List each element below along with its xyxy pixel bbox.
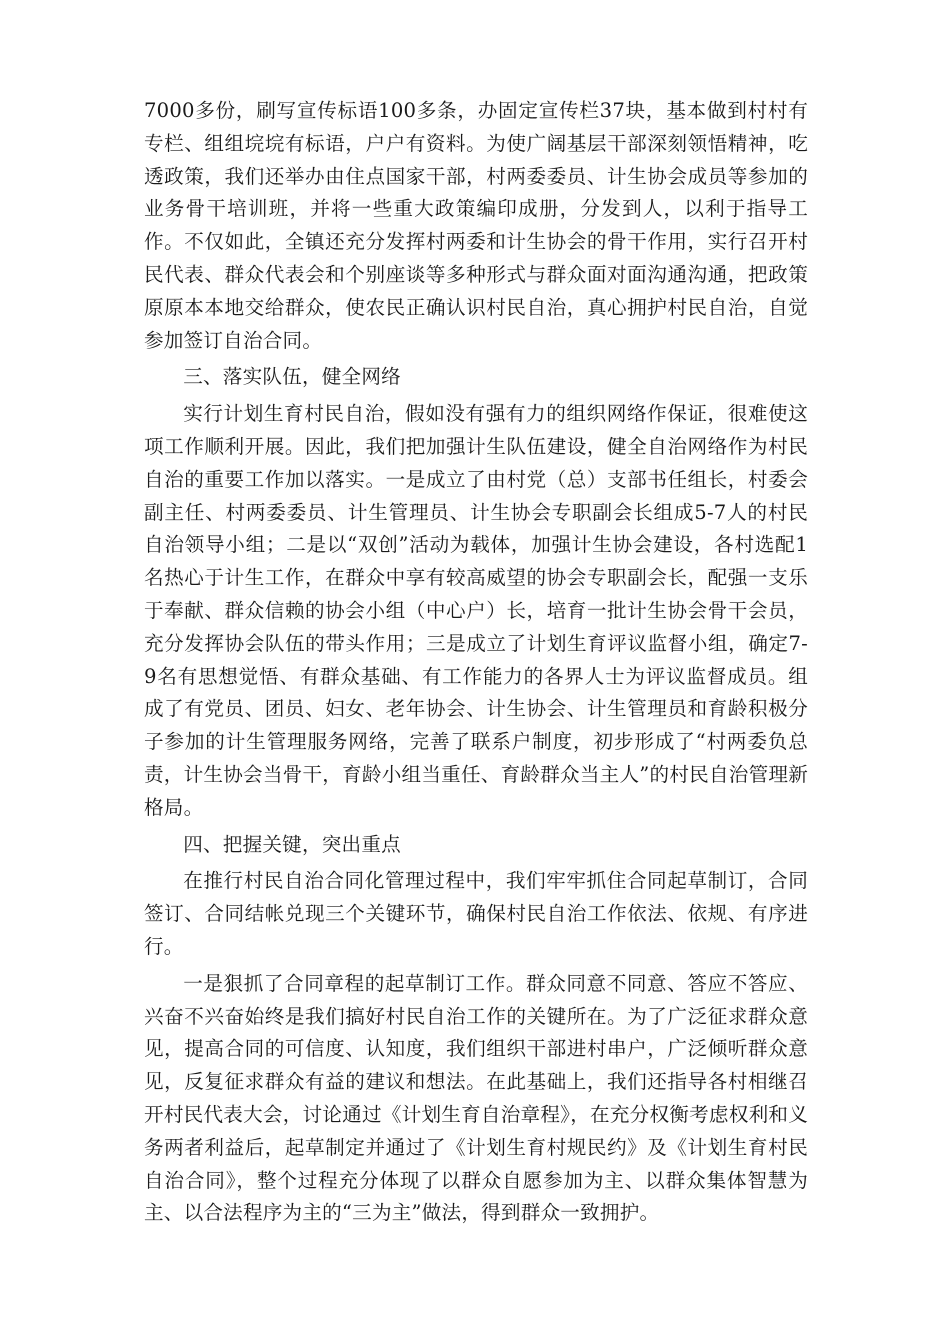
- paragraph-team-network: 实行计划生育村民自治，假如没有强有力的组织网络作保证，很难使这项工作顺利开展。因此，我们把加强计生队伍建设，健全自治网络作为村民自治的重要工作加以落实。一是成立了由村党（总）支部书任组长，村委会副主任、村两委委员、计生管理员、计生协会专职副会长组成5-7人的村民自治领导小组；二是以“双创”活动为载体，加强计生协会建设，各村选配1名热心于计生工作，在群众中享有较高威望的协会专职副会长，配强一支乐于奉献、群众信赖的协会小组（中心户）长，培育一批计生协会骨干会员，充分发挥协会队伍的带头作用；三是成立了计划生育评议监督小组，确定7-9名有思想觉悟、有群众基础、有工作能力的各界人士为评议监督成员。组成了有党员、团员、妇女、老年协会、计生协会、计生管理员和育龄积极分子参加的计生管理服务网络，完善了联系户制度，初步形成了“村两委负总责，计生协会当骨干，育龄小组当重任、育龄群众当主人”的村民自治管理新格局。: [144, 402, 808, 819]
- paragraph-key-links: 在推行村民自治合同化管理过程中，我们牢牢抓住合同起草制订，合同签订、合同结帐兑现三个关键环节，确保村民自治工作依法、依规、有序进行。: [144, 869, 808, 958]
- document-body: [144, 95, 808, 1230]
- section-heading-four: 四、把握关键，突出重点: [183, 832, 401, 856]
- section-heading-three: 三、落实队伍，健全网络: [183, 365, 401, 389]
- paragraph-publicity: 7000多份，刷写宣传标语100多条，办固定宣传栏37块，基本做到村村有专栏、组组垸垸有标语，户户有资料。为使广阔基层干部深刻领悟精神，吃透政策，我们还举办由住点国家干部，村两委委员、计生协会成员等参加的业务骨干培训班，并将一些重大政策编印成册，分发到人，以利于指导工作。不仅如此，全镇还充分发挥村两委和计生协会的骨干作用，实行召开村民代表、群众代表会和个别座谈等多种形式与群众面对面沟通沟通，把政策原原本本地交给群众，使农民正确认识村民自治，真心拥护村民自治，自觉参加签订自治合同。: [144, 99, 808, 352]
- paragraph-contract-drafting: 一是狠抓了合同章程的起草制订工作。群众同意不同意、答应不答应、兴奋不兴奋始终是我们搞好村民自治工作的关键所在。为了广泛征求群众意见，提高合同的可信度、认知度，我们组织干部进村串户，广泛倾听群众意见，反复征求群众有益的建议和想法。在此基础上，我们还指导各村相继召开村民代表大会，讨论通过《计划生育自治章程》，在充分权衡考虑权利和义务两者利益后，起草制定并通过了《计划生育村规民约》及《计划生育村民自治合同》，整个过程充分体现了以群众自愿参加为主、以群众集体智慧为主、以合法程序为主的“三为主”做法，得到群众一致拥护。: [144, 971, 808, 1225]
